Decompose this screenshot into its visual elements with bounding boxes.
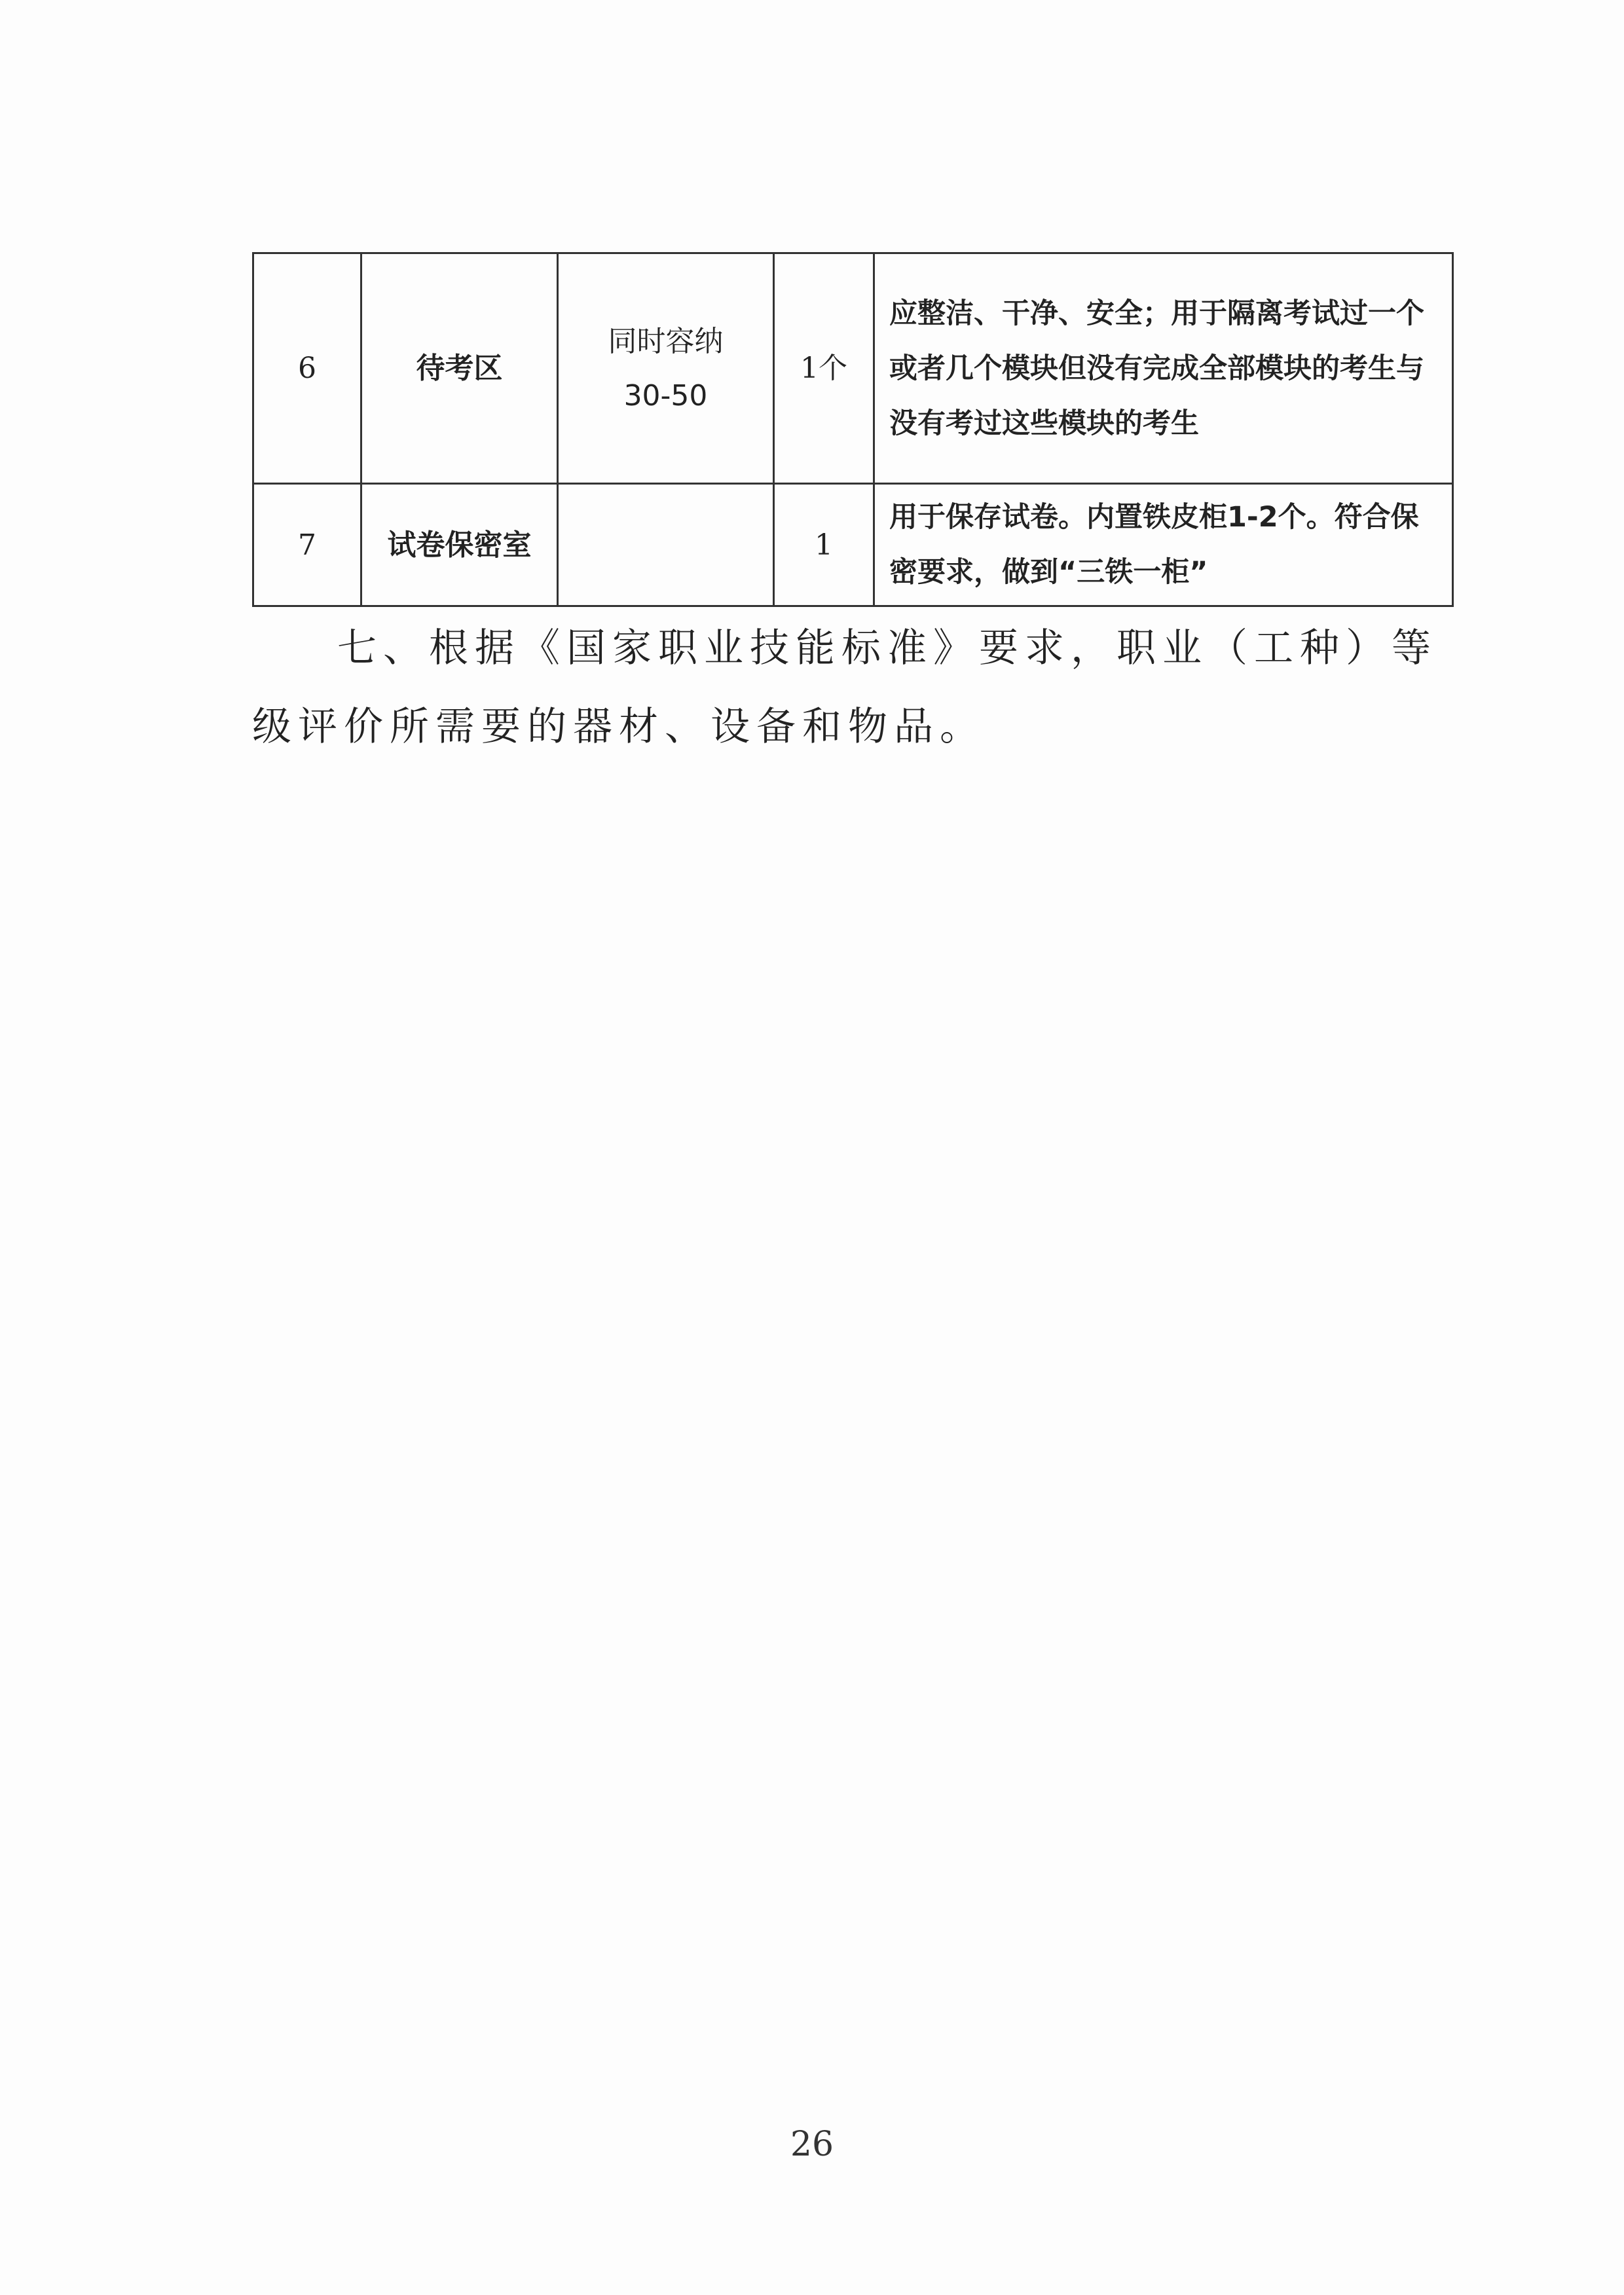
capacity-line: 30-50 (623, 378, 708, 413)
room-quantity: 1个 (774, 253, 874, 484)
room-name: 待考区 (361, 253, 558, 484)
room-quantity: 1 (774, 484, 874, 606)
capacity-line: 同时容纳 (608, 324, 724, 358)
room-capacity (558, 484, 774, 606)
row-number: 7 (253, 484, 361, 606)
room-name: 试卷保密室 (361, 484, 558, 606)
page-number: 26 (790, 2125, 834, 2164)
table-row (253, 484, 1453, 606)
row-number: 6 (253, 253, 361, 484)
room-capacity (558, 253, 774, 484)
section-paragraph: 七、根据《国家职业技能标准》要求，职业（工种）等级评价所需要的器材、设备和物品。 (252, 625, 1437, 750)
exam-room-table (252, 252, 1454, 607)
table-row (253, 253, 1453, 484)
room-requirement: 用于保存试卷。内置铁皮柜1-2个。符合保密要求，做到“三铁一柜” (874, 484, 1453, 606)
room-requirement: 应整洁、干净、安全；用于隔离考试过一个或者几个模块但没有完成全部模块的考生与没有考过这些模块的考生 (874, 253, 1453, 484)
